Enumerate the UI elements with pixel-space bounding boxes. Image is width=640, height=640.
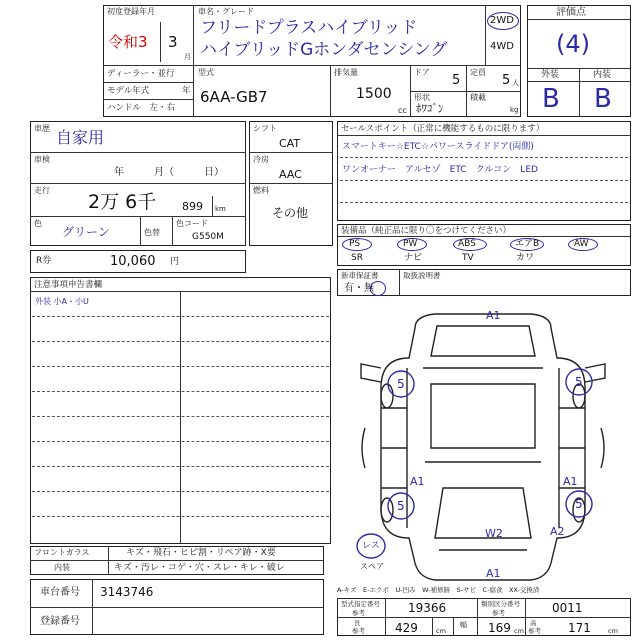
year-unit: 年 [182, 86, 191, 96]
cert-value: 19366 [408, 601, 447, 615]
width-unit: cm [514, 627, 524, 635]
warranty-none-circle [370, 281, 386, 296]
model-type-value: 6AA-GB7 [200, 88, 268, 106]
mark-right-front-wheel: 5 [575, 375, 583, 389]
doors-label: ドア [414, 68, 430, 77]
color-code-value: G550M [192, 232, 224, 242]
notes-line1: 外装 小A・小U [35, 297, 89, 306]
height-ref: 参考 [528, 627, 541, 635]
length-label: 長 [354, 619, 361, 627]
exterior-grade: B [542, 84, 560, 114]
use-label: 車歴 [34, 124, 50, 133]
drive-2wd: 2WD [490, 15, 514, 26]
code-legend: A-キズ E-エクボ U-凹み W-補修跡 S-サビ C-腐食 XX-交換済 [337, 586, 540, 594]
mark-rear-window: W2 [485, 527, 503, 540]
mark-left-side: A1 [410, 475, 425, 488]
sales-point-line2: ワンオーナー アルセゾ ETC クルコン LED [342, 165, 538, 175]
mark-front: A1 [486, 309, 501, 322]
warranty-label: 新車保証書 [341, 271, 379, 280]
cert-ref: 参考 [352, 609, 365, 617]
shape-label: 形状 [414, 93, 430, 102]
car-name-label: 車名・グレード [198, 7, 254, 16]
color-code-label: 色コード [176, 219, 208, 228]
mark-rear: A1 [486, 567, 501, 580]
color-value: グリーン [62, 225, 110, 239]
length-value: 429 [395, 621, 418, 635]
notes-title: 注意事項申告書欄 [34, 280, 103, 290]
use-value: 自家用 [56, 128, 105, 147]
height-label: 高 [530, 619, 537, 627]
color-label: 色 [34, 219, 42, 228]
month-unit: 月 [184, 53, 191, 61]
cert-label: 型式指定番号 [341, 600, 380, 608]
recycle-value: 10,060 [110, 254, 156, 269]
cc-unit: cc [398, 106, 407, 115]
class-ref: 参考 [492, 609, 505, 617]
acc-airbag: エアB [515, 239, 540, 249]
class-label: 類別区分番号 [481, 600, 520, 608]
mileage-sub: 899 [182, 200, 203, 213]
warranty-value: 有・無 [344, 283, 374, 294]
mark-left-rear-wheel: 5 [397, 499, 405, 513]
length-ref: 参考 [352, 627, 365, 635]
score-label: 評価点 [556, 7, 586, 18]
acc-ps: PS [349, 239, 361, 249]
shape-value: ﾎﾜｺﾞﾝ [416, 102, 444, 115]
spare-label: スペア [360, 562, 384, 571]
car-name-line1: フリードプラスハイブリッド [200, 18, 418, 38]
score-value: (4) [556, 30, 590, 58]
handle-label: ハンドル 左・右 [107, 103, 176, 113]
recycle-unit: 円 [170, 257, 180, 267]
chassis-value: 3143746 [100, 585, 154, 599]
shift-value: CAT [279, 137, 301, 150]
month-value: 3 [168, 33, 178, 51]
inspection-label: 車検 [34, 155, 50, 164]
reg-number-label: 登録番号 [40, 616, 80, 627]
load-label: 積載 [470, 93, 486, 102]
mileage-value: 2万 6千 [88, 191, 157, 213]
inspection-text: 年 月（ 日） [114, 167, 224, 178]
doors-value: 5 [452, 73, 461, 88]
capacity-value: 5 [502, 73, 511, 88]
color-change-label: 色替 [144, 228, 160, 237]
fuel-label: 燃料 [253, 186, 269, 195]
mileage-unit: km [215, 205, 226, 213]
acc-aw: AW [574, 239, 589, 249]
displacement-label: 排気量 [334, 68, 358, 77]
capacity-label: 定員 [470, 68, 486, 77]
acc-leather: カワ [516, 253, 535, 263]
era-value: 令和3 [108, 33, 148, 51]
chassis-label: 車台番号 [40, 587, 80, 598]
spare-circle-text: レス [362, 541, 380, 551]
model-type-label: 型式 [198, 68, 214, 77]
interior-defect-label: 内装 [54, 563, 70, 572]
sales-points-title: セールスポイント（正常に機能するものに限ります） [341, 124, 545, 134]
ac-value: AAC [279, 168, 302, 181]
capacity-unit: 人 [512, 79, 519, 87]
recycle-label: R券 [36, 256, 52, 266]
height-value: 171 [568, 621, 591, 635]
model-year-label: モデル年式 [107, 86, 150, 96]
height-unit: cm [608, 627, 618, 635]
interior-defect-text: キズ・汚レ・コゲ・穴・スレ・キレ・破レ [114, 563, 285, 573]
exterior-label: 外装 [541, 70, 560, 80]
mark-left-front-wheel: 5 [397, 377, 405, 391]
interior-label: 内装 [593, 70, 612, 80]
width-value: 169 [488, 621, 511, 635]
ac-label: 冷房 [253, 155, 269, 164]
length-unit: cm [436, 627, 446, 635]
sales-point-line1: スマートキー☆ETC☆パワースライドドア(両側) [342, 142, 534, 152]
manual-label: 取扱説明書 [403, 271, 441, 280]
drive-4wd: 4WD [490, 41, 514, 52]
front-glass-text: キズ・飛石・ヒビ割・リペア跡・X要 [126, 548, 276, 558]
acc-pw: PW [403, 239, 418, 249]
mark-right-rear-wheel: 5 [575, 497, 583, 511]
dealer-label: ディーラー・並行 [107, 69, 175, 79]
shift-label: シフト [253, 124, 277, 133]
acc-navi: ナビ [404, 253, 423, 263]
first-reg-label: 初度登録年月 [107, 7, 155, 16]
interior-grade: B [594, 84, 612, 114]
mark-right-rear: A2 [550, 525, 565, 538]
acc-tv: TV [462, 253, 474, 263]
mark-right-side: A1 [563, 475, 578, 488]
class-value: 0011 [552, 601, 583, 615]
load-unit: kg [510, 106, 519, 114]
accessories-title: 装備品（純正品に限り〇をつけてください） [341, 226, 512, 236]
front-glass-label: フロントガラス [34, 548, 90, 557]
acc-abs: ABS [458, 239, 476, 249]
acc-sr: SR [351, 253, 363, 263]
displacement-value: 1500 [356, 86, 392, 102]
width-label: 幅 [460, 621, 467, 629]
mileage-label: 走行 [34, 186, 50, 195]
fuel-value: その他 [272, 206, 309, 220]
car-name-line2: ハイブリッドGホンダセンシング [200, 40, 448, 60]
